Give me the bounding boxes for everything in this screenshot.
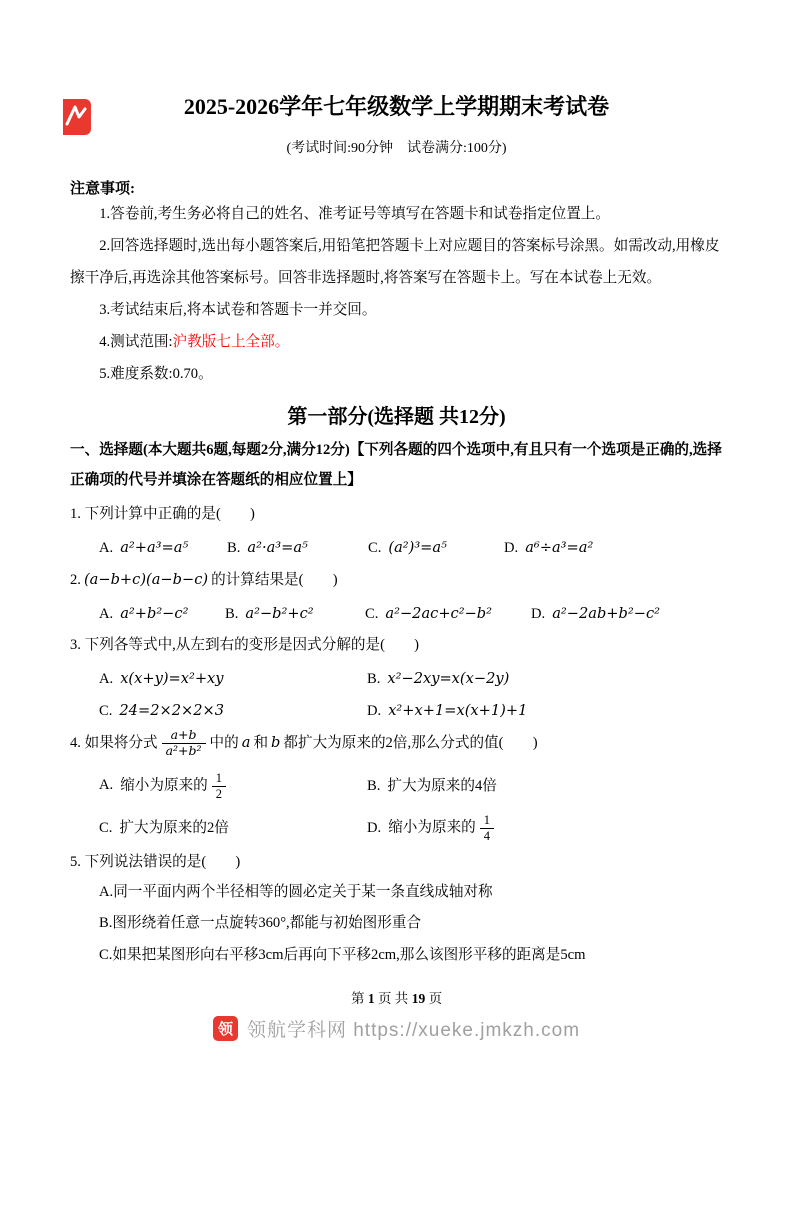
section-1-intro: 一、选择题(本大题共6题,每题2分,满分12分)【下列各题的四个选项中,有且只有一个选项是正确的,选择正确项的代号并填涂在答题纸的相应位置上】	[70, 442, 722, 489]
question-3	[70, 631, 723, 724]
option-math: 24=2×2×2×3	[119, 702, 225, 720]
stem-var-b: b	[271, 733, 281, 751]
notice-heading: 注意事项:	[70, 180, 135, 197]
question-4-stem	[70, 728, 723, 759]
stem-text: 和	[253, 734, 269, 751]
question-4-option-b	[367, 774, 723, 799]
option-label: C.	[99, 703, 113, 720]
option-math: x(x+y)=x²+xy	[120, 670, 224, 688]
question-3-options-row-1	[70, 667, 723, 692]
option-label: D.	[504, 540, 519, 557]
stem-suffix: 都扩大为原来的2倍,那么分式的值( )	[283, 734, 538, 751]
option-label: C.	[99, 820, 113, 837]
option-label: A.	[99, 540, 114, 557]
question-2	[70, 565, 723, 627]
question-3-stem: 3. 下列各等式中,从左到右的变形是因式分解的是( )	[70, 637, 420, 654]
exam-page	[0, 92, 793, 1042]
section-1-title: 第一部分(选择题 共12分)	[287, 406, 506, 429]
stem-fraction	[162, 728, 206, 759]
fraction-numerator: 1	[212, 771, 226, 787]
question-2-options	[70, 602, 723, 627]
question-2-stem	[70, 565, 723, 595]
notice-item-4-scope: 沪教版七上全部。	[172, 334, 290, 351]
question-2-option-b	[225, 602, 365, 627]
option-label: B.	[225, 606, 239, 623]
option-math: (a²)³=a⁵	[388, 539, 447, 557]
option-text: 缩小为原来的	[120, 777, 208, 794]
question-5-stem: 5. 下列说法错误的是( )	[70, 853, 241, 870]
option-label: D.	[531, 606, 546, 623]
watermark-text: 领航学科网 https://xueke.jmkzh.com	[246, 1020, 581, 1042]
option-label: B.	[367, 777, 381, 794]
footer-suffix: 页	[425, 991, 443, 1007]
stem-text: 中的	[209, 734, 239, 751]
footer-prefix: 第	[350, 991, 368, 1007]
option-label: A.	[99, 777, 114, 794]
option-label: C.	[368, 540, 382, 557]
question-2-option-d	[531, 602, 723, 627]
question-2-option-c	[365, 602, 531, 627]
option-text: 扩大为原来的4倍	[387, 777, 497, 794]
option-label: A.	[99, 671, 114, 688]
question-2-option-a	[99, 602, 225, 627]
option-math: a²−2ab+b²−c²	[552, 605, 660, 623]
stem-var-a: a	[241, 733, 251, 751]
fraction-denominator: 4	[483, 829, 491, 844]
option-math: a²−2ac+c²−b²	[385, 605, 493, 623]
question-1-stem: 1. 下列计算中正确的是( )	[70, 506, 255, 523]
option-label: D.	[367, 819, 382, 836]
footer-page-number: 1	[367, 991, 375, 1007]
question-1	[70, 500, 723, 561]
option-label: C.	[99, 946, 113, 963]
option-label: B.	[99, 915, 113, 932]
option-label: D.	[367, 703, 382, 720]
fraction-denominator: 2	[215, 786, 223, 801]
option-text: 缩小为原来的	[388, 819, 476, 836]
notice-item-2: 2.回答选择题时,选出每小题答案后,用铅笔把答题卡上对应题目的答案标号涂黑。如需改动,用橡皮擦干净后,再选涂其他答案标号。回答非选择题时,将答案写在答题卡上。写在本试卷上无效。	[70, 237, 720, 286]
question-5	[70, 848, 723, 971]
watermark	[70, 1015, 723, 1042]
fraction-numerator: a+b	[162, 728, 206, 744]
notice-section	[70, 177, 723, 391]
question-3-option-d	[367, 699, 723, 724]
notice-item-4	[70, 326, 723, 358]
question-1-option-b	[227, 536, 368, 561]
fraction-denominator: a²+b²	[165, 743, 202, 759]
question-4-options-row-2	[70, 813, 723, 844]
notice-item-5: 5.难度系数:0.70。	[99, 366, 213, 383]
question-3-option-b	[367, 667, 723, 692]
option-math: a²−b²+c²	[245, 605, 314, 623]
option-text: 同一平面内两个半径相等的圆必定关于某一条直线成轴对称	[113, 884, 493, 901]
option-math: x²+x+1=x(x+1)+1	[388, 702, 528, 720]
notice-item-4-prefix: 4.测试范围:	[99, 334, 173, 351]
question-1-options	[70, 536, 723, 561]
question-3-option-a	[99, 667, 367, 692]
option-text: 如果把某图形向右平移3cm后再向下平移2cm,那么该图形平移的距离是5cm	[112, 946, 586, 963]
notice-item-1: 1.答卷前,考生务必将自己的姓名、准考证号等填写在答题卡和试卷指定位置上。	[99, 205, 610, 222]
option-math: x²−2xy=x(x−2y)	[387, 670, 510, 688]
stem-prefix: 4. 如果将分式	[70, 734, 158, 751]
fraction-numerator: 1	[480, 813, 494, 829]
question-5-option-c	[70, 940, 723, 971]
option-label: B.	[227, 540, 241, 557]
option-fraction	[480, 813, 494, 844]
question-4-option-c	[99, 816, 367, 841]
option-math: a²+b²−c²	[120, 605, 189, 623]
notice-item-3: 3.考试结束后,将本试卷和答题卡一并交回。	[99, 302, 377, 319]
page-footer	[70, 987, 723, 1007]
exam-meta: (考试时间:90分钟 试卷满分:100分)	[286, 140, 507, 156]
option-label: C.	[365, 606, 379, 623]
stem-prefix: 2.	[70, 572, 81, 589]
question-1-option-d	[504, 536, 723, 561]
option-math: a²·a³=a⁵	[247, 539, 308, 557]
option-label: B.	[367, 671, 381, 688]
question-3-options-row-2	[70, 699, 723, 724]
option-math: a⁶÷a³=a²	[525, 539, 594, 557]
question-4-option-a	[99, 771, 367, 802]
watermark-logo-icon: 领	[213, 1016, 238, 1041]
option-label: A.	[99, 606, 114, 623]
question-3-option-c	[99, 699, 367, 724]
option-text: 扩大为原来的2倍	[119, 820, 229, 837]
site-corner-logo-icon	[60, 98, 94, 136]
option-fraction	[212, 771, 226, 802]
footer-mid: 页 共	[374, 991, 412, 1007]
question-5-option-b	[70, 908, 723, 939]
question-4-option-d	[367, 813, 723, 844]
question-1-option-a	[99, 536, 227, 561]
footer-total-pages: 19	[411, 991, 426, 1007]
exam-title: 2025-2026学年七年级数学上学期期末考试卷	[183, 94, 610, 119]
question-4	[70, 728, 723, 844]
question-4-options-row-1	[70, 771, 723, 802]
option-math: a²+a³=a⁵	[120, 539, 189, 557]
question-5-option-a	[70, 877, 723, 908]
question-1-option-c	[368, 536, 504, 561]
option-text: 图形绕着任意一点旋转360°,都能与初始图形重合	[112, 915, 422, 932]
stem-math: (a−b+c)(a−b−c)	[83, 571, 209, 589]
option-label: A.	[99, 884, 114, 901]
stem-suffix: 的计算结果是( )	[211, 572, 338, 589]
